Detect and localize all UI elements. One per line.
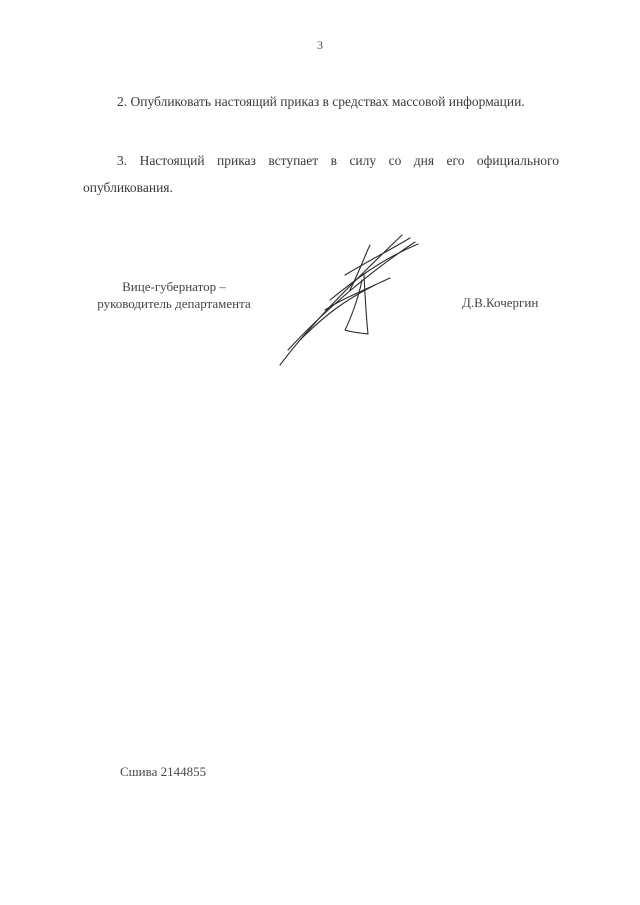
paragraph-effective-date: 3. Настоящий приказ вступает в силу со дня его официального опубликования.: [83, 153, 559, 195]
signatory-name: Д.В.Кочергин: [462, 295, 539, 310]
signatory-title-line2: руководитель департамента: [97, 296, 251, 311]
signatory-title-line1: Вице-губернатор –: [122, 279, 226, 294]
copy-note: Сшива 2144855: [120, 764, 207, 779]
signatory-title: [84, 278, 264, 312]
handwritten-signature: [270, 230, 430, 370]
page-number: 3: [317, 38, 323, 52]
paragraph-publish: 2. Опубликовать настоящий приказ в средствах массовой информации.: [117, 94, 525, 109]
